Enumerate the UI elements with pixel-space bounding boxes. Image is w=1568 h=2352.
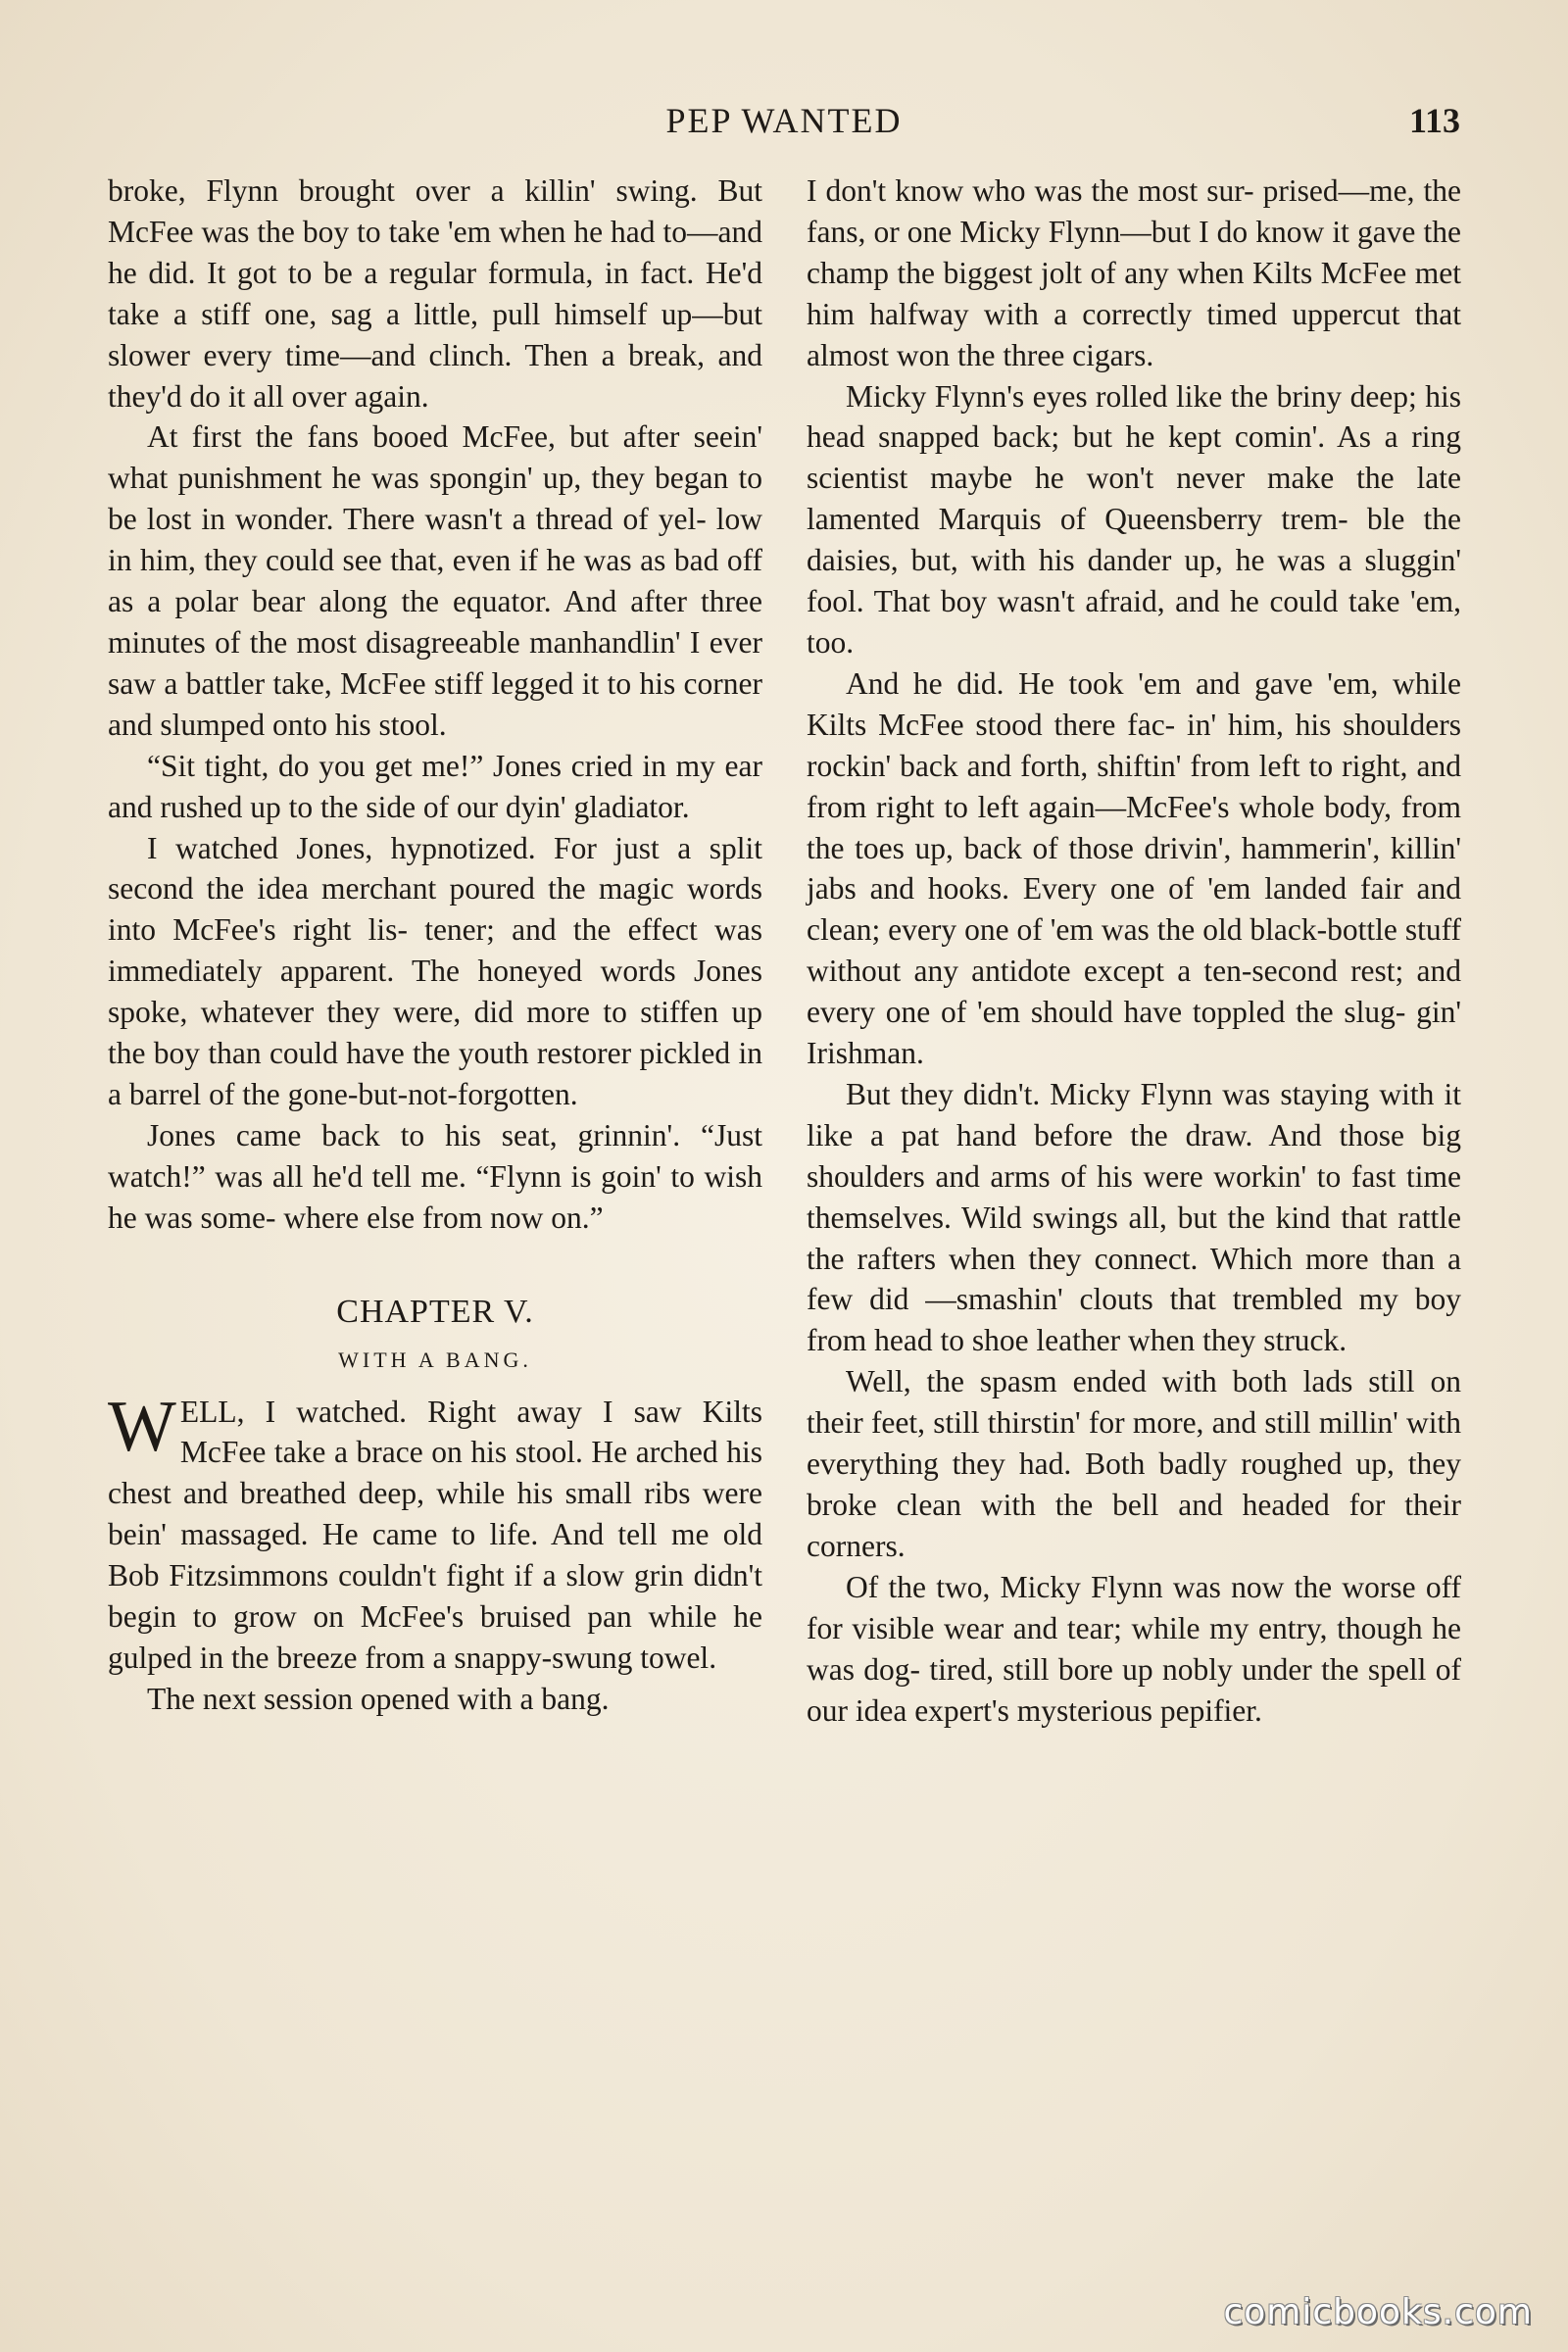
paragraph: I don't know who was the most sur- prised—me, the fans, or one Micky Flynn—but I do know it gave the champ the biggest jolt of any when Kilts McFee met him halfway with a correctly timed uppercut that almost won the three cigars. [807, 173, 1461, 372]
paragraph: Well, the spasm ended with both lads still on their feet, still thirstin' for more, and still millin' with everything they had. Both badly roughed up, they broke clean with the bell and headed for their corners. [807, 1364, 1461, 1563]
paragraph: Micky Flynn's eyes rolled like the briny deep; his head snapped back; but he kept comin'. As a ring scientist maybe he won't never make the late lamented Marquis of Queensberry trem- ble the daisies, but, with his dander up, he was a sluggin' fool. That boy wasn't afraid, and he could take 'em, too. [807, 378, 1461, 660]
paragraph: At first the fans booed McFee, but after seein' what punishment he was spongin' up, they began to be lost in wonder. There wasn't a thread of yel- low in him, they could see that, even if he was as bad off as a polar bear along the equator. And after three minutes of the most disagreeable manhandlin' I ever saw a battler take, McFee stiff legged it to his corner and slumped onto his stool. [108, 419, 762, 742]
left-column [108, 171, 762, 1720]
running-head [108, 98, 1460, 143]
paragraph: broke, Flynn brought over a killin' swing. But McFee was the boy to take 'em when he had to—and he did. It got to be a regular formula, in fact. He'd take a stiff one, sag a little, pull himself up—but slower every time—and clinch. Then a break, and they'd do it all over again. [108, 173, 762, 414]
paragraph: The next session opened with a bang. [147, 1681, 610, 1716]
running-title: PEP WANTED [665, 101, 903, 140]
paragraph: Of the two, Micky Flynn was now the worse off for visible wear and tear; while my entry, though he was dog- tired, still bore up nobly under the spell of our idea expert's mysterious pepifier. [807, 1569, 1461, 1728]
chapter-subtitle: WITH A BANG. [338, 1347, 532, 1372]
paragraph: And he did. He took 'em and gave 'em, while Kilts McFee stood there fac- in' him, his shoulders rockin' back and forth, shiftin' from left to right, and from right to left again—McFee's whole body, from the toes up, back of those drivin', hammerin', killin' jabs and hooks. Every one of 'em landed fair and clean; every one of 'em was the old black-bottle stuff without any antidote except a ten-second rest; and every one of 'em should have toppled the slug- gin' Irishman. [807, 665, 1461, 1071]
page-number: 113 [1408, 101, 1460, 140]
watermark: comicbooks.com [1223, 2292, 1533, 2332]
drop-cap: W [108, 1386, 176, 1467]
paragraph-text: ELL, I watched. Right away I saw Kilts McFee take a brace on his stool. He arched his chest and breathed deep, while his small ribs were bein' massaged. He came to life. And tell me old Bob Fitzsimmons couldn't fight if a slow grin didn't begin to grow on McFee's bruised pan while he gulped in the breeze from a snappy-swung towel. [108, 1394, 762, 1675]
paragraph: I watched Jones, hypnotized. For just a split second the idea merchant poured the magic words into McFee's right lis- tener; and the effect was immediately apparent. The honeyed words Jones spoke, whatever they were, did more to stiffen up the boy than could have the youth restorer pickled in a barrel of the gone-but-not-forgotten. [108, 830, 762, 1111]
paragraph: Jones came back to his seat, grinnin'. “Just watch!” was all he'd tell me. “Flynn is goin' to wish he was some- where else from now on.” [108, 1117, 762, 1235]
paragraph [108, 1386, 762, 1679]
paragraph: “Sit tight, do you get me!” Jones cried in my ear and rushed up to the side of our dyin' gladiator. [108, 748, 762, 824]
right-column [807, 171, 1461, 1731]
chapter-heading: CHAPTER V. [336, 1293, 534, 1330]
paragraph: But they didn't. Micky Flynn was staying with it like a pat hand before the draw. And those big shoulders and arms of his were workin' to fast time themselves. Wild swings all, but the kind that rattle the rafters when they connect. Which more than a few did —smashin' clouts that trembled my boy from head to shoe leather when they struck. [807, 1076, 1461, 1358]
